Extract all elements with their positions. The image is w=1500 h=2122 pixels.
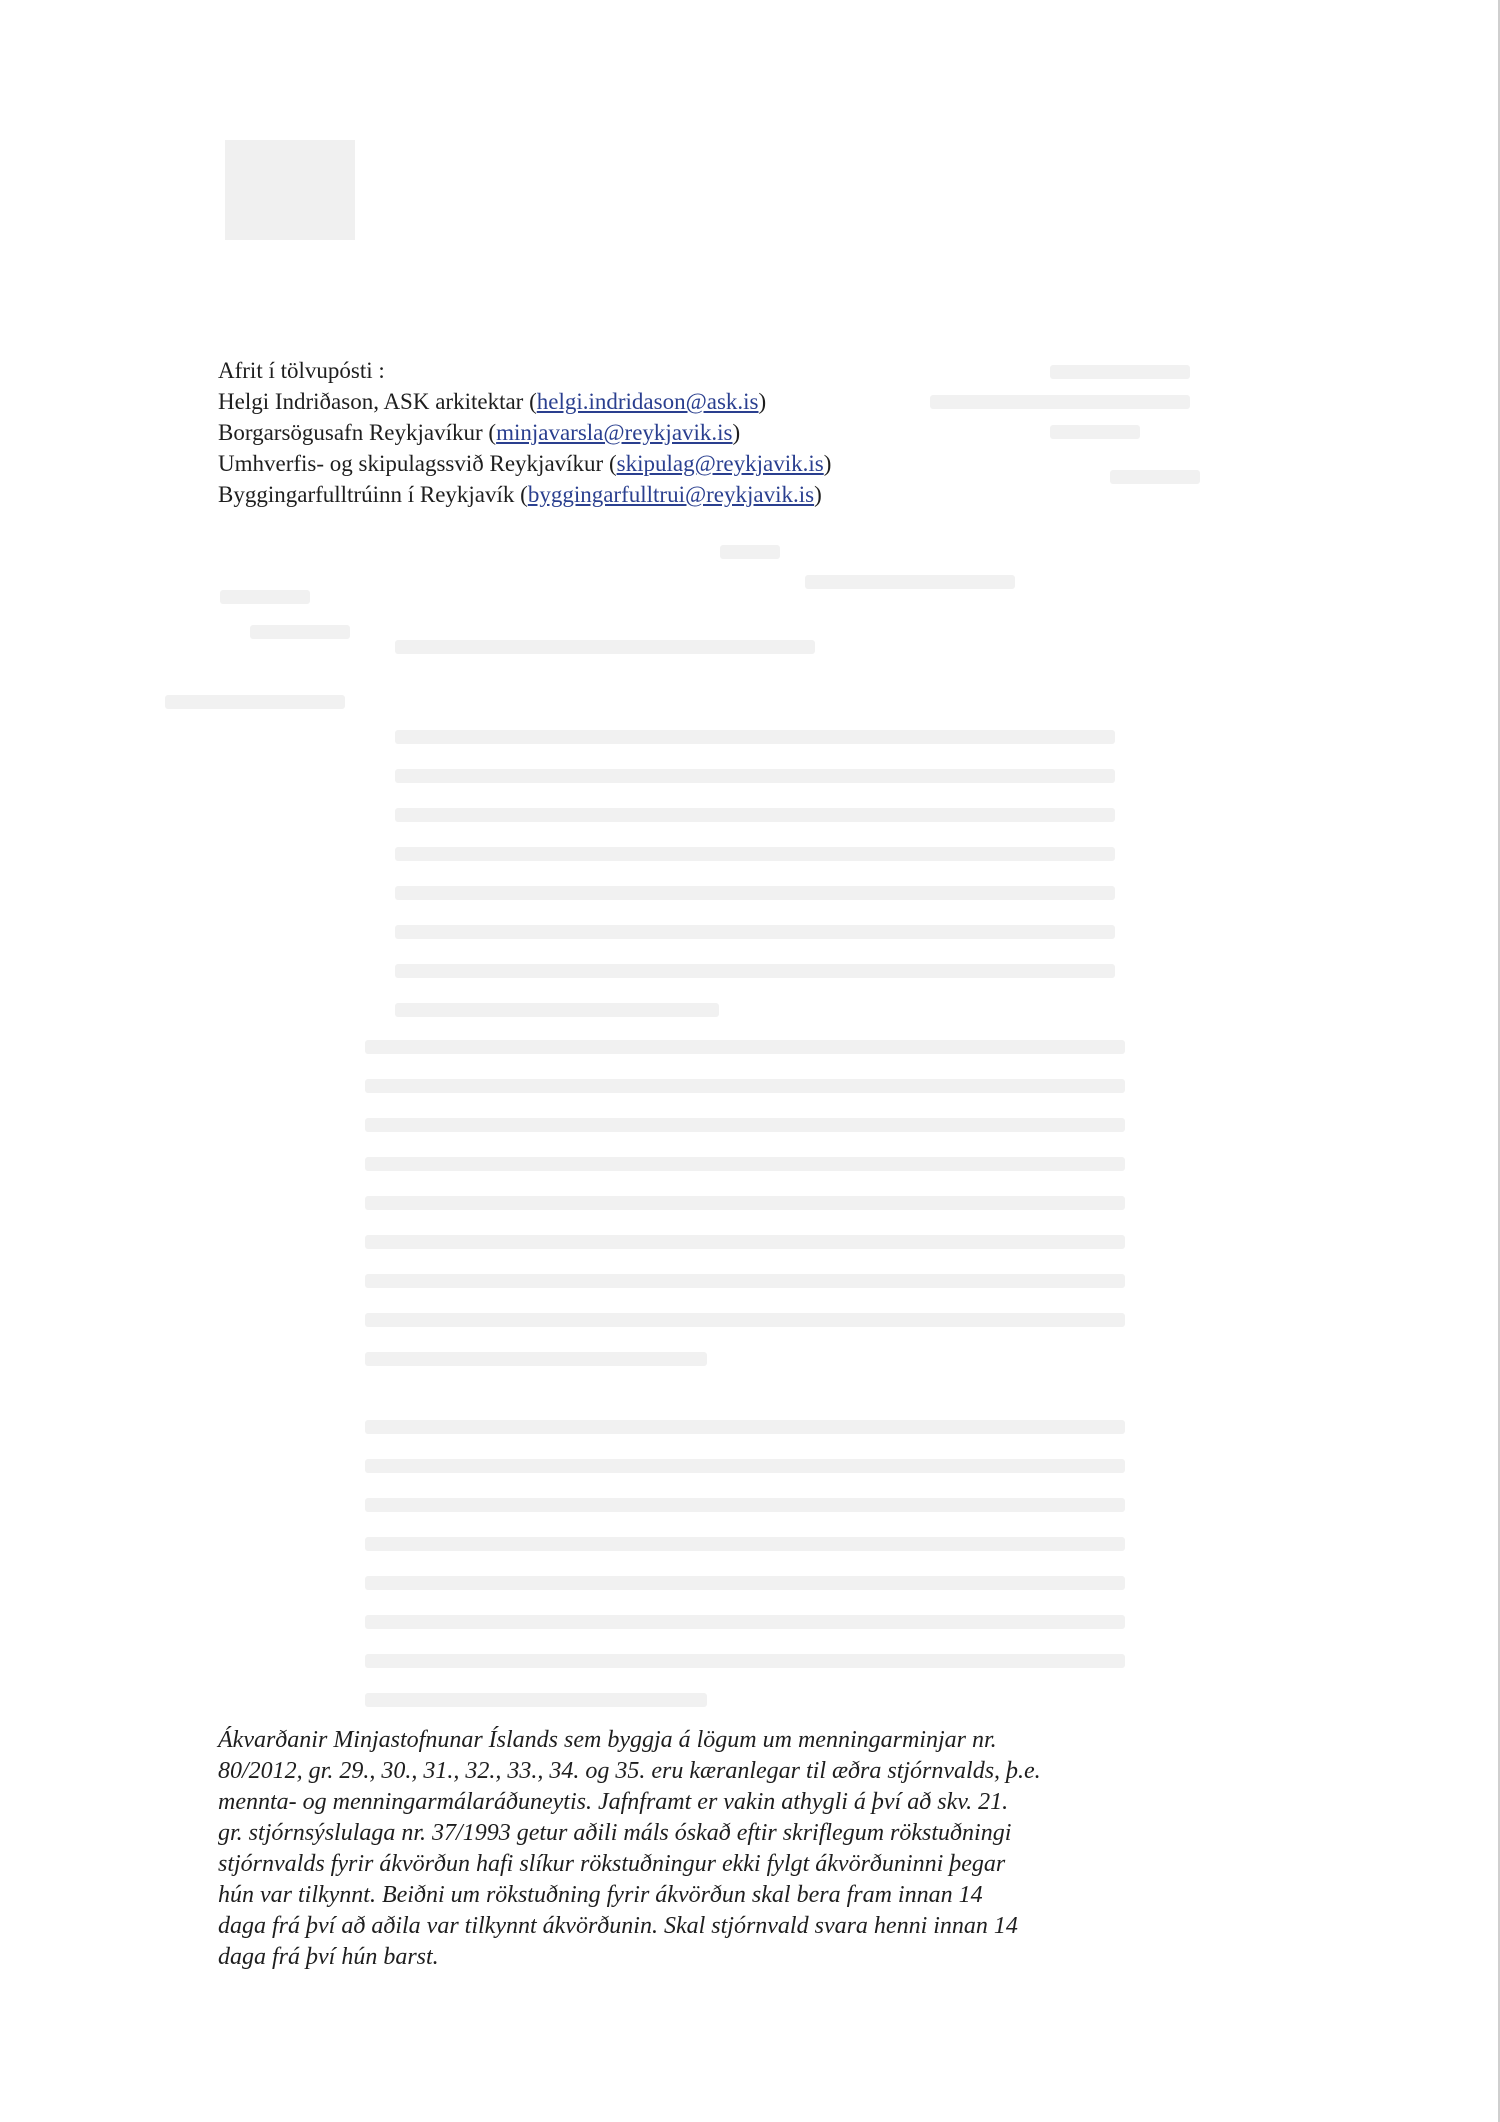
- cc-recipient: [218, 417, 831, 448]
- cc-recipient: [218, 479, 831, 510]
- appeal-notice-line: daga frá því að aðila var tilkynnt ákvörðunin. Skal stjórnvald svara henni innan 14: [218, 1913, 1018, 1939]
- appeal-notice-line: 80/2012, gr. 29., 30., 31., 32., 33., 34. og 35. eru kæranlegar til æðra stjórnvalds, þ.e.: [218, 1758, 1041, 1784]
- cc-recipient-name: Borgarsögusafn Reykjavíkur (: [218, 420, 497, 445]
- ghost-text-line: [365, 1576, 1125, 1590]
- cc-recipient: [218, 386, 831, 417]
- ghost-text-line: [365, 1313, 1125, 1327]
- cc-recipient: [218, 448, 831, 479]
- email-link[interactable]: skipulag@reykjavik.is: [616, 451, 824, 476]
- cc-recipient-close: ): [814, 482, 822, 507]
- ghost-text-line: [365, 1196, 1125, 1210]
- ghost-text-line: [720, 545, 780, 559]
- cc-recipient-close: ): [758, 389, 767, 414]
- ghost-text-line: [365, 1654, 1125, 1668]
- ghost-text-line: [1110, 470, 1200, 484]
- appeal-notice-line: stjórnvalds fyrir ákvörðun hafi slíkur rökstuðningur ekki fylgt ákvörðuninni þegar: [218, 1851, 1006, 1877]
- cc-recipient-close: ): [823, 451, 832, 476]
- ghost-text-line: [365, 1537, 1125, 1551]
- ghost-text-line: [1050, 425, 1140, 439]
- appeal-notice-line: Ákvarðanir Minjastofnunar Íslands sem byggja á lögum um menningarminjar nr.: [218, 1727, 997, 1753]
- appeal-notice-line: mennta- og menningarmálaráðuneytis. Jafnframt er vakin athygli á því að skv. 21.: [218, 1789, 1009, 1815]
- appeal-notice-line: hún var tilkynnt. Beiðni um rökstuðning fyrir ákvörðun skal bera fram innan 14: [218, 1882, 983, 1908]
- ghost-text-line: [365, 1420, 1125, 1434]
- ghost-text-line: [250, 625, 350, 639]
- email-link[interactable]: helgi.indridason@ask.is: [536, 389, 759, 414]
- cc-heading: Afrit í tölvupósti :: [218, 358, 385, 383]
- ghost-text-line: [165, 695, 345, 709]
- ghost-text-line: [395, 808, 1115, 822]
- ghost-text-line: [365, 1459, 1125, 1473]
- ghost-text-line: [365, 1235, 1125, 1249]
- ghost-text-line: [365, 1274, 1125, 1288]
- ghost-text-line: [220, 590, 310, 604]
- cc-recipient-name: Byggingarfulltrúinn í Reykjavík (: [218, 482, 528, 507]
- appeal-notice-line: daga frá því hún barst.: [218, 1944, 439, 1970]
- email-link[interactable]: minjavarsla@reykjavik.is: [496, 420, 733, 445]
- ghost-text-line: [365, 1079, 1125, 1093]
- ghost-text-line: [365, 1615, 1125, 1629]
- ghost-text-line: [365, 1352, 707, 1366]
- cc-recipients-block: [218, 355, 831, 510]
- cc-recipient-name: Helgi Indriðason, ASK arkitektar (: [218, 389, 537, 414]
- ghost-text-line: [395, 925, 1115, 939]
- ghost-text-line: [365, 1040, 1125, 1054]
- ghost-text-line: [365, 1118, 1125, 1132]
- ghost-text-line: [365, 1498, 1125, 1512]
- ghost-text-line: [930, 395, 1190, 409]
- ghost-text-line: [395, 640, 815, 654]
- cc-recipient-close: ): [732, 420, 741, 445]
- ghost-text-line: [395, 769, 1115, 783]
- ghost-text-line: [365, 1693, 707, 1707]
- ghost-text-line: [395, 886, 1115, 900]
- appeal-notice: [218, 1725, 1118, 1973]
- ghost-text-line: [395, 964, 1115, 978]
- ghost-text-line: [805, 575, 1015, 589]
- cc-recipient-name: Umhverfis- og skipulagssvið Reykjavíkur (: [218, 451, 617, 476]
- email-link[interactable]: byggingarfulltrui@reykjavik.is: [527, 482, 815, 507]
- ghost-logo: [225, 140, 355, 240]
- ghost-text-line: [395, 730, 1115, 744]
- ghost-text-line: [395, 847, 1115, 861]
- ghost-text-line: [365, 1157, 1125, 1171]
- ghost-text-line: [1050, 365, 1190, 379]
- appeal-notice-line: gr. stjórnsýslulaga nr. 37/1993 getur aðili máls óskað eftir skriflegum rökstuðningi: [218, 1820, 1012, 1846]
- ghost-text-line: [395, 1003, 719, 1017]
